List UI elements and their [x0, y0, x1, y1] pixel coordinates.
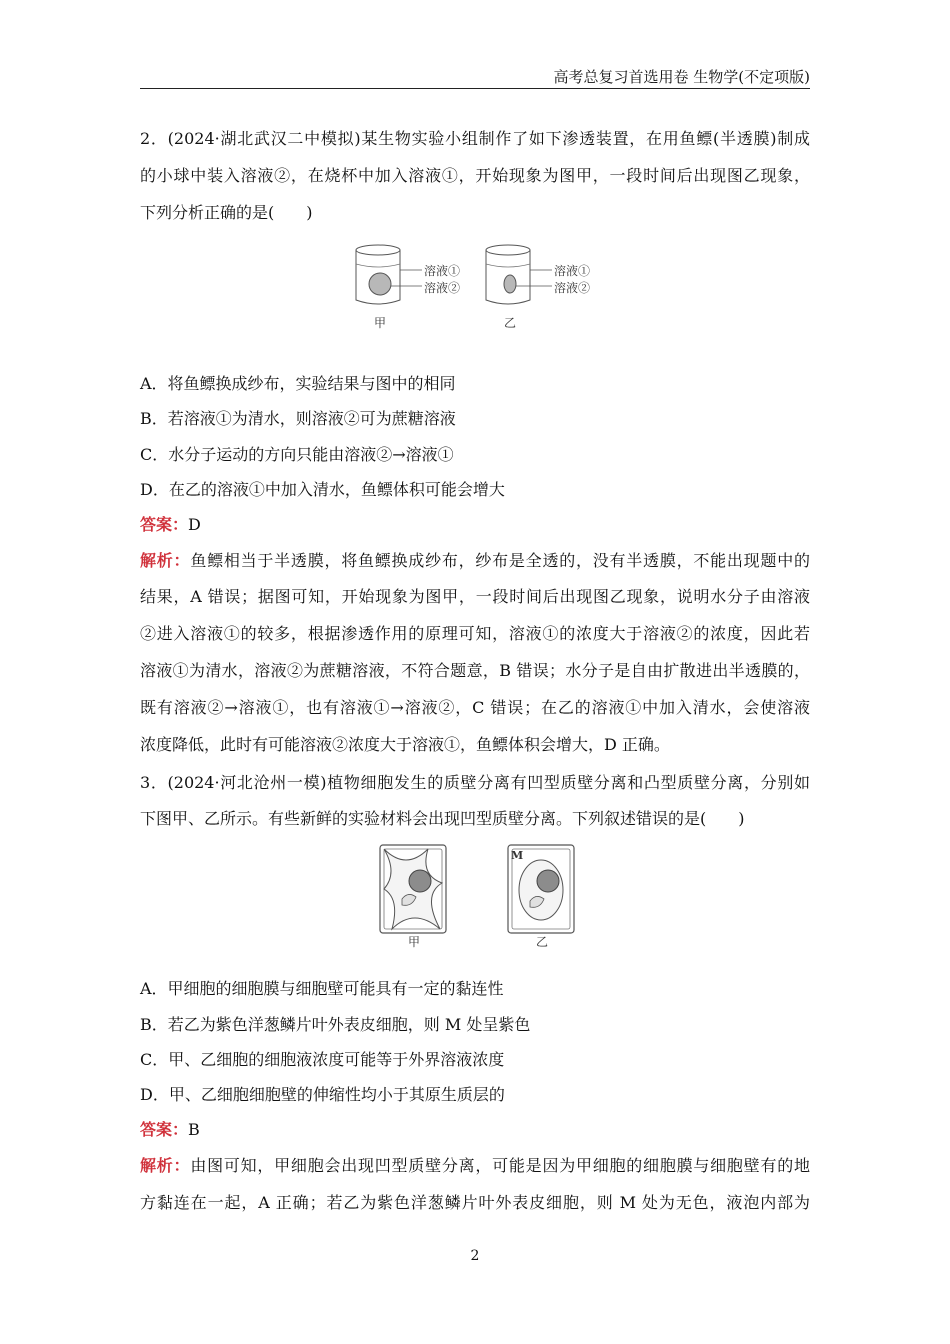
- q2-analysis-line-5: 既有溶液②→溶液①，也有溶液①→溶液②，C 错误；在乙的溶液①中加入清水，会使溶液: [140, 698, 810, 717]
- q3-option-c: C．甲、乙细胞的细胞液浓度可能等于外界溶液浓度: [140, 1050, 505, 1069]
- osmosis-figure: [348, 240, 608, 340]
- analysis-label: 解析：: [140, 551, 191, 570]
- q2-option-a: A．将鱼鳔换成纱布，实验结果与图中的相同: [140, 374, 456, 393]
- q3-option-d: D．甲、乙细胞细胞壁的伸缩性均小于其原生质层的: [140, 1085, 505, 1104]
- q2-answer: [140, 512, 201, 535]
- plasmolysis-figure: [378, 843, 578, 953]
- q3-analysis-line-1: [140, 1153, 810, 1176]
- answer-value: B: [188, 1120, 200, 1139]
- analysis-text: 由图可知，甲细胞会出现凹型质壁分离，可能是因为甲细胞的细胞膜与细胞壁有的地: [190, 1156, 810, 1175]
- q3-option-a: A．甲细胞的细胞膜与细胞壁可能具有一定的黏连性: [140, 979, 504, 998]
- jia-caption: 甲: [374, 316, 387, 330]
- cell-yi-caption: 乙: [536, 935, 549, 949]
- yi-caption: 乙: [504, 316, 517, 330]
- q2-stem-line-3: 下列分析正确的是( ): [140, 203, 313, 222]
- answer-label: 答案：: [140, 1120, 189, 1139]
- q2-analysis-line-3: ②进入溶液①的较多，根据渗透作用的原理可知，溶液①的浓度大于溶液②的浓度，因此若: [140, 624, 810, 643]
- answer-label: 答案：: [140, 515, 189, 534]
- jia-label-solution-1: 溶液①: [424, 264, 461, 278]
- analysis-label: 解析：: [140, 1156, 191, 1175]
- q3-stem-line-2: 下图甲、乙所示。有些新鲜的实验材料会出现凹型质壁分离。下列叙述错误的是( ): [140, 809, 745, 828]
- yi-label-solution-1: 溶液①: [554, 264, 591, 278]
- q3-answer: [140, 1117, 200, 1140]
- q2-stem-line-1: 2．(2024·湖北武汉二中模拟)某生物实验小组制作了如下渗透装置，在用鱼鳔(半透膜)制成: [140, 129, 810, 148]
- m-label: M: [511, 849, 524, 862]
- analysis-text: 鱼鳔相当于半透膜，将鱼鳔换成纱布，纱布是全透的，没有半透膜，不能出现题中的: [190, 551, 810, 570]
- cell-jia-caption: 甲: [408, 935, 421, 949]
- cell-jia: [380, 845, 446, 933]
- q2-analysis-line-2: 结果，A 错误；据图可知，开始现象为图甲，一段时间后出现图乙现象，说明水分子由溶液: [140, 587, 810, 606]
- q3-stem-line-1: 3．(2024·河北沧州一模)植物细胞发生的质壁分离有凹型质壁分离和凸型质壁分离，分别如: [140, 773, 810, 792]
- q2-analysis-line-1: [140, 548, 810, 571]
- q2-analysis-line-6: 浓度降低，此时有可能溶液②浓度大于溶液①，鱼鳔体积会增大，D 正确。: [140, 735, 670, 754]
- page-number: 2: [470, 1248, 480, 1264]
- answer-value: D: [188, 515, 201, 534]
- beaker-jia: [356, 245, 422, 304]
- q3-analysis-line-2: 方黏连在一起，A 正确；若乙为紫色洋葱鳞片叶外表皮细胞，则 M 处为无色，液泡内部为: [140, 1193, 810, 1212]
- q2-option-b: B．若溶液①为清水，则溶液②可为蔗糖溶液: [140, 409, 456, 428]
- q2-option-c: C．水分子运动的方向只能由溶液②→溶液①: [140, 445, 454, 464]
- beaker-yi: [486, 245, 552, 304]
- q2-analysis-line-4: 溶液①为清水，溶液②为蔗糖溶液，不符合题意，B 错误；水分子是自由扩散进出半透膜的，: [140, 661, 810, 680]
- q2-option-d: D．在乙的溶液①中加入清水，鱼鳔体积可能会增大: [140, 480, 505, 499]
- jia-label-solution-2: 溶液②: [424, 281, 461, 295]
- q2-stem-line-2: 的小球中装入溶液②，在烧杯中加入溶液①，开始现象为图甲，一段时间后出现图乙现象，: [140, 166, 810, 185]
- header-rule: [140, 88, 810, 89]
- yi-label-solution-2: 溶液②: [554, 281, 591, 295]
- header-title: 高考总复习首选用卷 生物学(不定项版): [553, 68, 810, 86]
- q3-option-b: B．若乙为紫色洋葱鳞片叶外表皮细胞，则 M 处呈紫色: [140, 1015, 531, 1034]
